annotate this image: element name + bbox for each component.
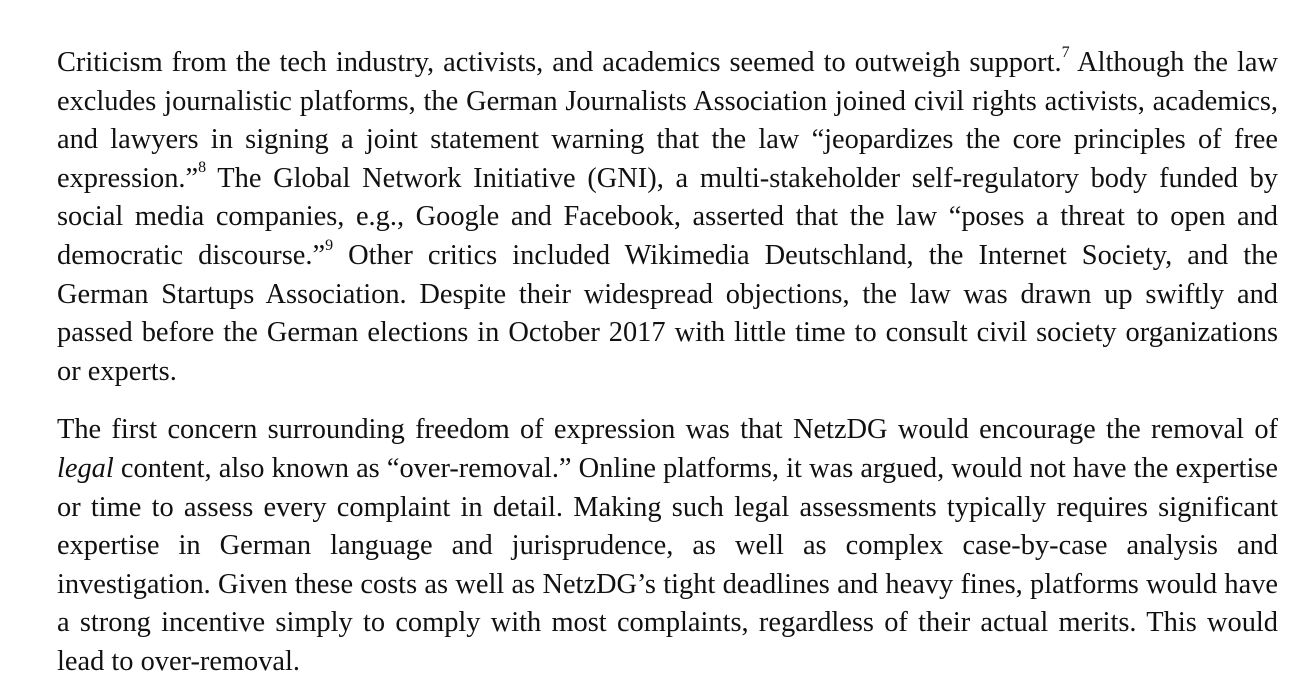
paragraph-text: The Global Network Initiative (GNI), a multi-stakeholder self-regulatory body funded by social media companies, e.g., Google and Facebook, asserted that the law “poses a threat to open and democratic discourse.”: [57, 162, 1278, 271]
paragraph-over-removal: [57, 411, 1278, 681]
paragraph-text: The first concern surrounding freedom of expression was that NetzDG would encourage the removal of: [57, 414, 1278, 446]
paragraph-text: Criticism from the tech industry, activists, and academics seemed to outweigh support.: [57, 47, 1062, 78]
footnote-marker: 8: [198, 159, 207, 177]
document-body: [57, 44, 1278, 682]
paragraph-criticism: [57, 44, 1278, 391]
footnote-marker: 9: [325, 236, 334, 254]
footnote-marker: 7: [1061, 43, 1070, 61]
paragraph-text: Although the law excludes journalistic platforms, the German Journalists Association joined civil rights activists, academics, and lawyers in signing a joint statement warning that the law “jeopardizes the core principles of free expression.”: [57, 47, 1278, 194]
paragraph-text: content, also known as “over-removal.” Online platforms, it was argued, would not have the expertise or time to assess every complaint in detail. Making such legal assessments typically requires significant expertise in German language and jurisprudence, as well as complex case-by-case analysis and investigation. Given these costs as well as NetzDG’s tight deadlines and heavy fines, platforms would have a strong incentive simply to comply with most complaints, regardless of their actual merits. This would lead to over-removal.: [57, 452, 1278, 677]
emphasized-word: legal: [57, 452, 114, 484]
paragraph-text: Other critics included Wikimedia Deutschland, the Internet Society, and the German Startups Association. Despite their widespread objections, the law was drawn up swiftly and passed before the German elections in October 2017 with little time to consult civil society organizations or experts.: [57, 239, 1278, 387]
